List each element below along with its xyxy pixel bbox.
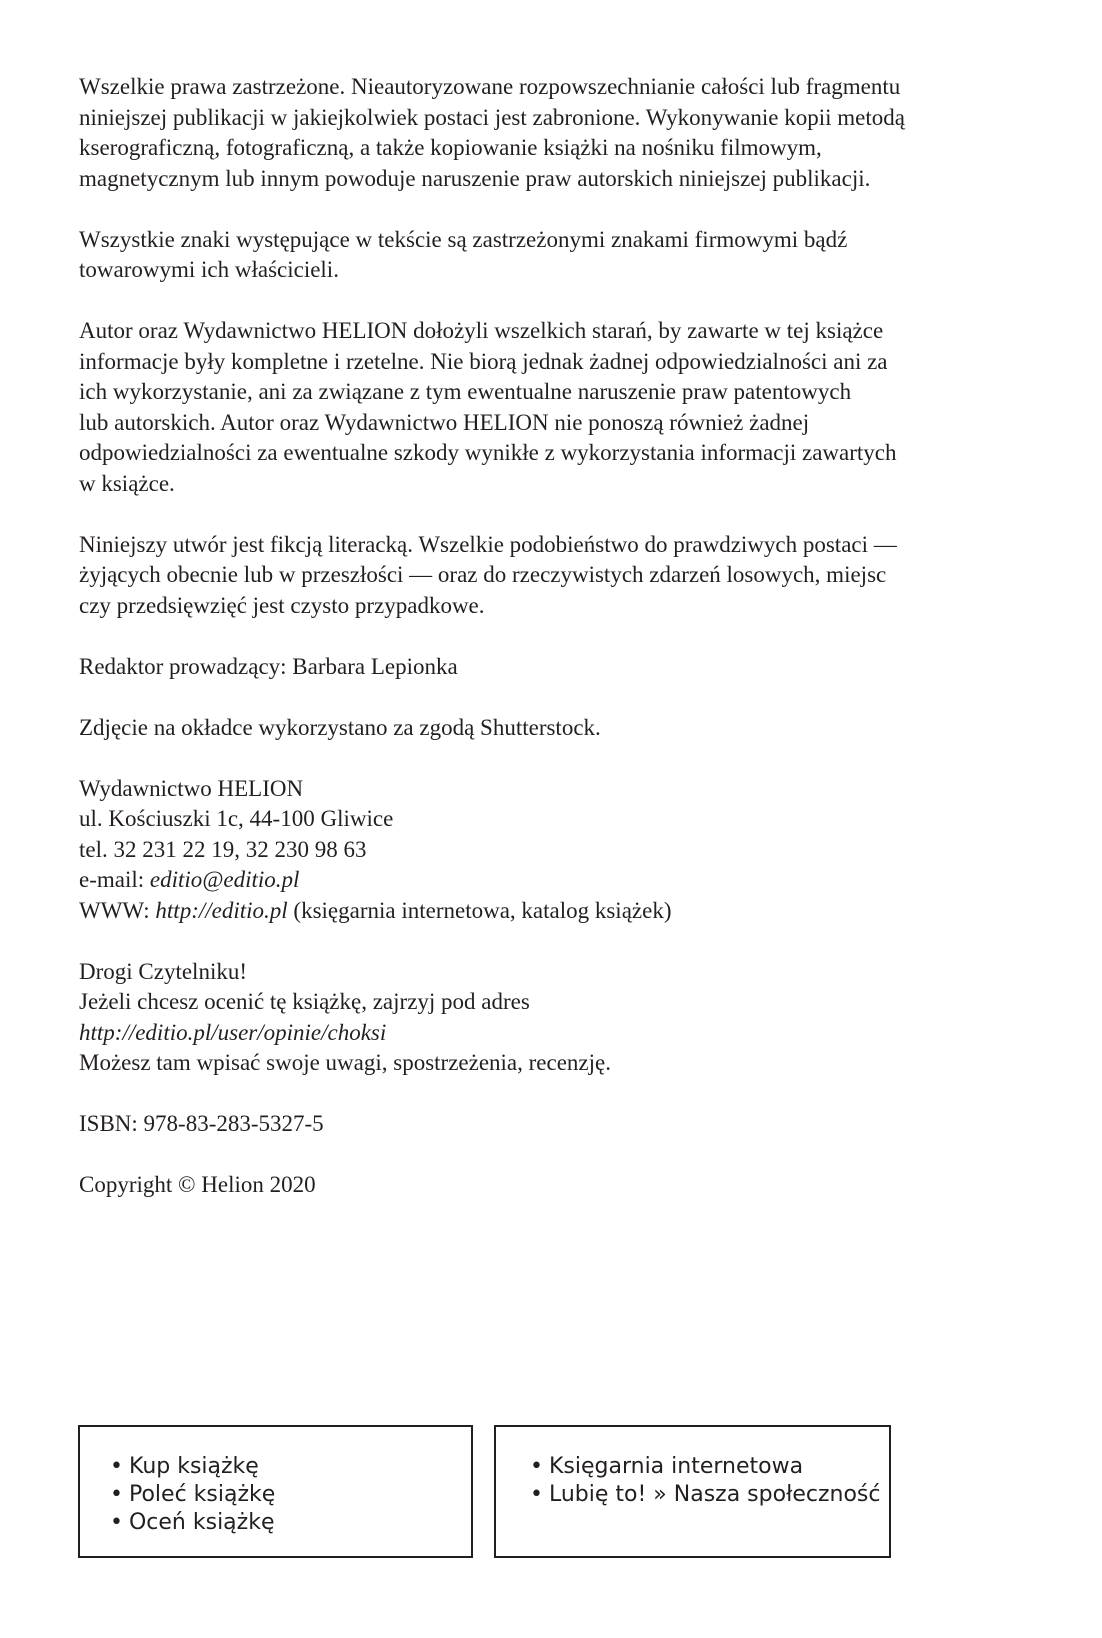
reader-block (79, 957, 1039, 1079)
text-line: Wszelkie prawa zastrzeżone. Nieautoryzowane rozpowszechnianie całości lub fragmentu (79, 74, 901, 99)
recommend-book-link[interactable] (110, 1481, 275, 1509)
text-line: żyjących obecnie lub w przeszłości — oraz do rzeczywistych zdarzeń losowych, miejsc (79, 562, 887, 587)
text-line: Niniejszy utwór jest fikcją literacką. Wszelkie podobieństwo do prawdziwych postaci — (79, 531, 897, 557)
bullet-glyph: • (110, 1510, 123, 1535)
bullet-glyph: • (530, 1454, 543, 1479)
page-text (79, 72, 1039, 1231)
trademarks-paragraph (79, 225, 1039, 286)
publisher-block (79, 774, 1039, 927)
www-label: WWW: (79, 897, 156, 923)
reader-line-1: Jeżeli chcesz ocenić tę książkę, zajrzyj pod adres (79, 989, 530, 1014)
editor-text: Redaktor prowadzący: Barbara Lepionka (79, 653, 458, 679)
link-label: Poleć książkę (128, 1482, 276, 1507)
text-line: odpowiedzialności za ewentualne szkody wynikłe z wykorzystania informacji zawartych (79, 440, 897, 465)
link-label: Kup książkę (128, 1454, 259, 1479)
text-line: lub autorskich. Autor oraz Wydawnictwo HELION nie ponoszą również żadnej (79, 409, 810, 435)
www-link[interactable]: http://editio.pl (155, 897, 288, 923)
text-line: Autor oraz Wydawnictwo HELION dołożyli wszelkich starań, by zawarte w tej książce (79, 318, 884, 343)
reader-greeting: Drogi Czytelniku! (79, 958, 247, 984)
text-line: w książce. (79, 470, 175, 496)
text-line: towarowymi ich właścicieli. (79, 257, 339, 282)
text-line: informacje były kompletne i rzetelne. Nie biorą jednak żadnej odpowiedzialności ani za (79, 348, 888, 374)
bullet-glyph: • (530, 1482, 543, 1507)
text-line: czy przedsięwzięć jest czysto przypadkowe. (79, 592, 485, 618)
text-line: magnetycznym lub innym powoduje naruszenie praw autorskich niniejszej publikacji. (79, 165, 871, 191)
bullet-glyph: • (110, 1482, 123, 1507)
rate-book-link[interactable] (110, 1509, 275, 1537)
book-actions-list (110, 1453, 275, 1537)
photo-credit (79, 713, 1039, 744)
editor-line (79, 652, 1039, 683)
link-label: Oceń książkę (128, 1510, 275, 1535)
publisher-name: Wydawnictwo HELION (79, 775, 304, 801)
email-label: e-mail: (79, 867, 150, 892)
www-note: (księgarnia internetowa, katalog książek) (287, 897, 672, 923)
publisher-phone: tel. 32 231 22 19, 32 230 98 63 (79, 836, 367, 862)
copyright-text: Copyright © Helion 2020 (79, 1172, 316, 1197)
text-line: Wszystkie znaki występujące w tekście są zastrzeżonymi znakami firmowymi bądź (79, 226, 848, 252)
photo-credit-text: Zdjęcie na okładce wykorzystano za zgodą Shutterstock. (79, 714, 601, 740)
publisher-email-line (79, 865, 1039, 896)
isbn-line (79, 1109, 1039, 1140)
rights-paragraph (79, 72, 1039, 194)
link-label: Lubię to! » Nasza społeczność (548, 1482, 881, 1507)
text-line: niniejszej publikacji w jakiejkolwiek postaci jest zabronione. Wykonywanie kopii metodą (79, 104, 905, 130)
text-line: ich wykorzystanie, ani za związane z tym ewentualne naruszenie praw patentowych (79, 379, 852, 404)
isbn-text: ISBN: 978-83-283-5327-5 (79, 1111, 324, 1136)
bullet-glyph: • (110, 1454, 123, 1479)
buy-book-link[interactable] (110, 1453, 275, 1481)
reader-line-2: Możesz tam wpisać swoje uwagi, spostrzeżenia, recenzję. (79, 1050, 611, 1075)
copyright-line (79, 1170, 1039, 1201)
store-links-box (494, 1425, 891, 1558)
reader-url-line (79, 1018, 1039, 1049)
store-links-list (530, 1453, 880, 1509)
reader-url-link[interactable]: http://editio.pl/user/opinie/choksi (79, 1019, 387, 1045)
community-link[interactable] (530, 1481, 880, 1509)
publisher-address: ul. Kościuszki 1c, 44-100 Gliwice (79, 806, 394, 831)
book-actions-box (78, 1425, 473, 1558)
text-line: kserograficzną, fotograficzną, a także kopiowanie książki na nośniku filmowym, (79, 135, 822, 160)
liability-paragraph (79, 316, 1039, 499)
fiction-paragraph (79, 530, 1039, 622)
link-label: Księgarnia internetowa (548, 1454, 804, 1479)
online-bookstore-link[interactable] (530, 1453, 880, 1481)
publisher-www-line (79, 896, 1039, 927)
email-link[interactable]: editio@editio.pl (149, 867, 300, 892)
